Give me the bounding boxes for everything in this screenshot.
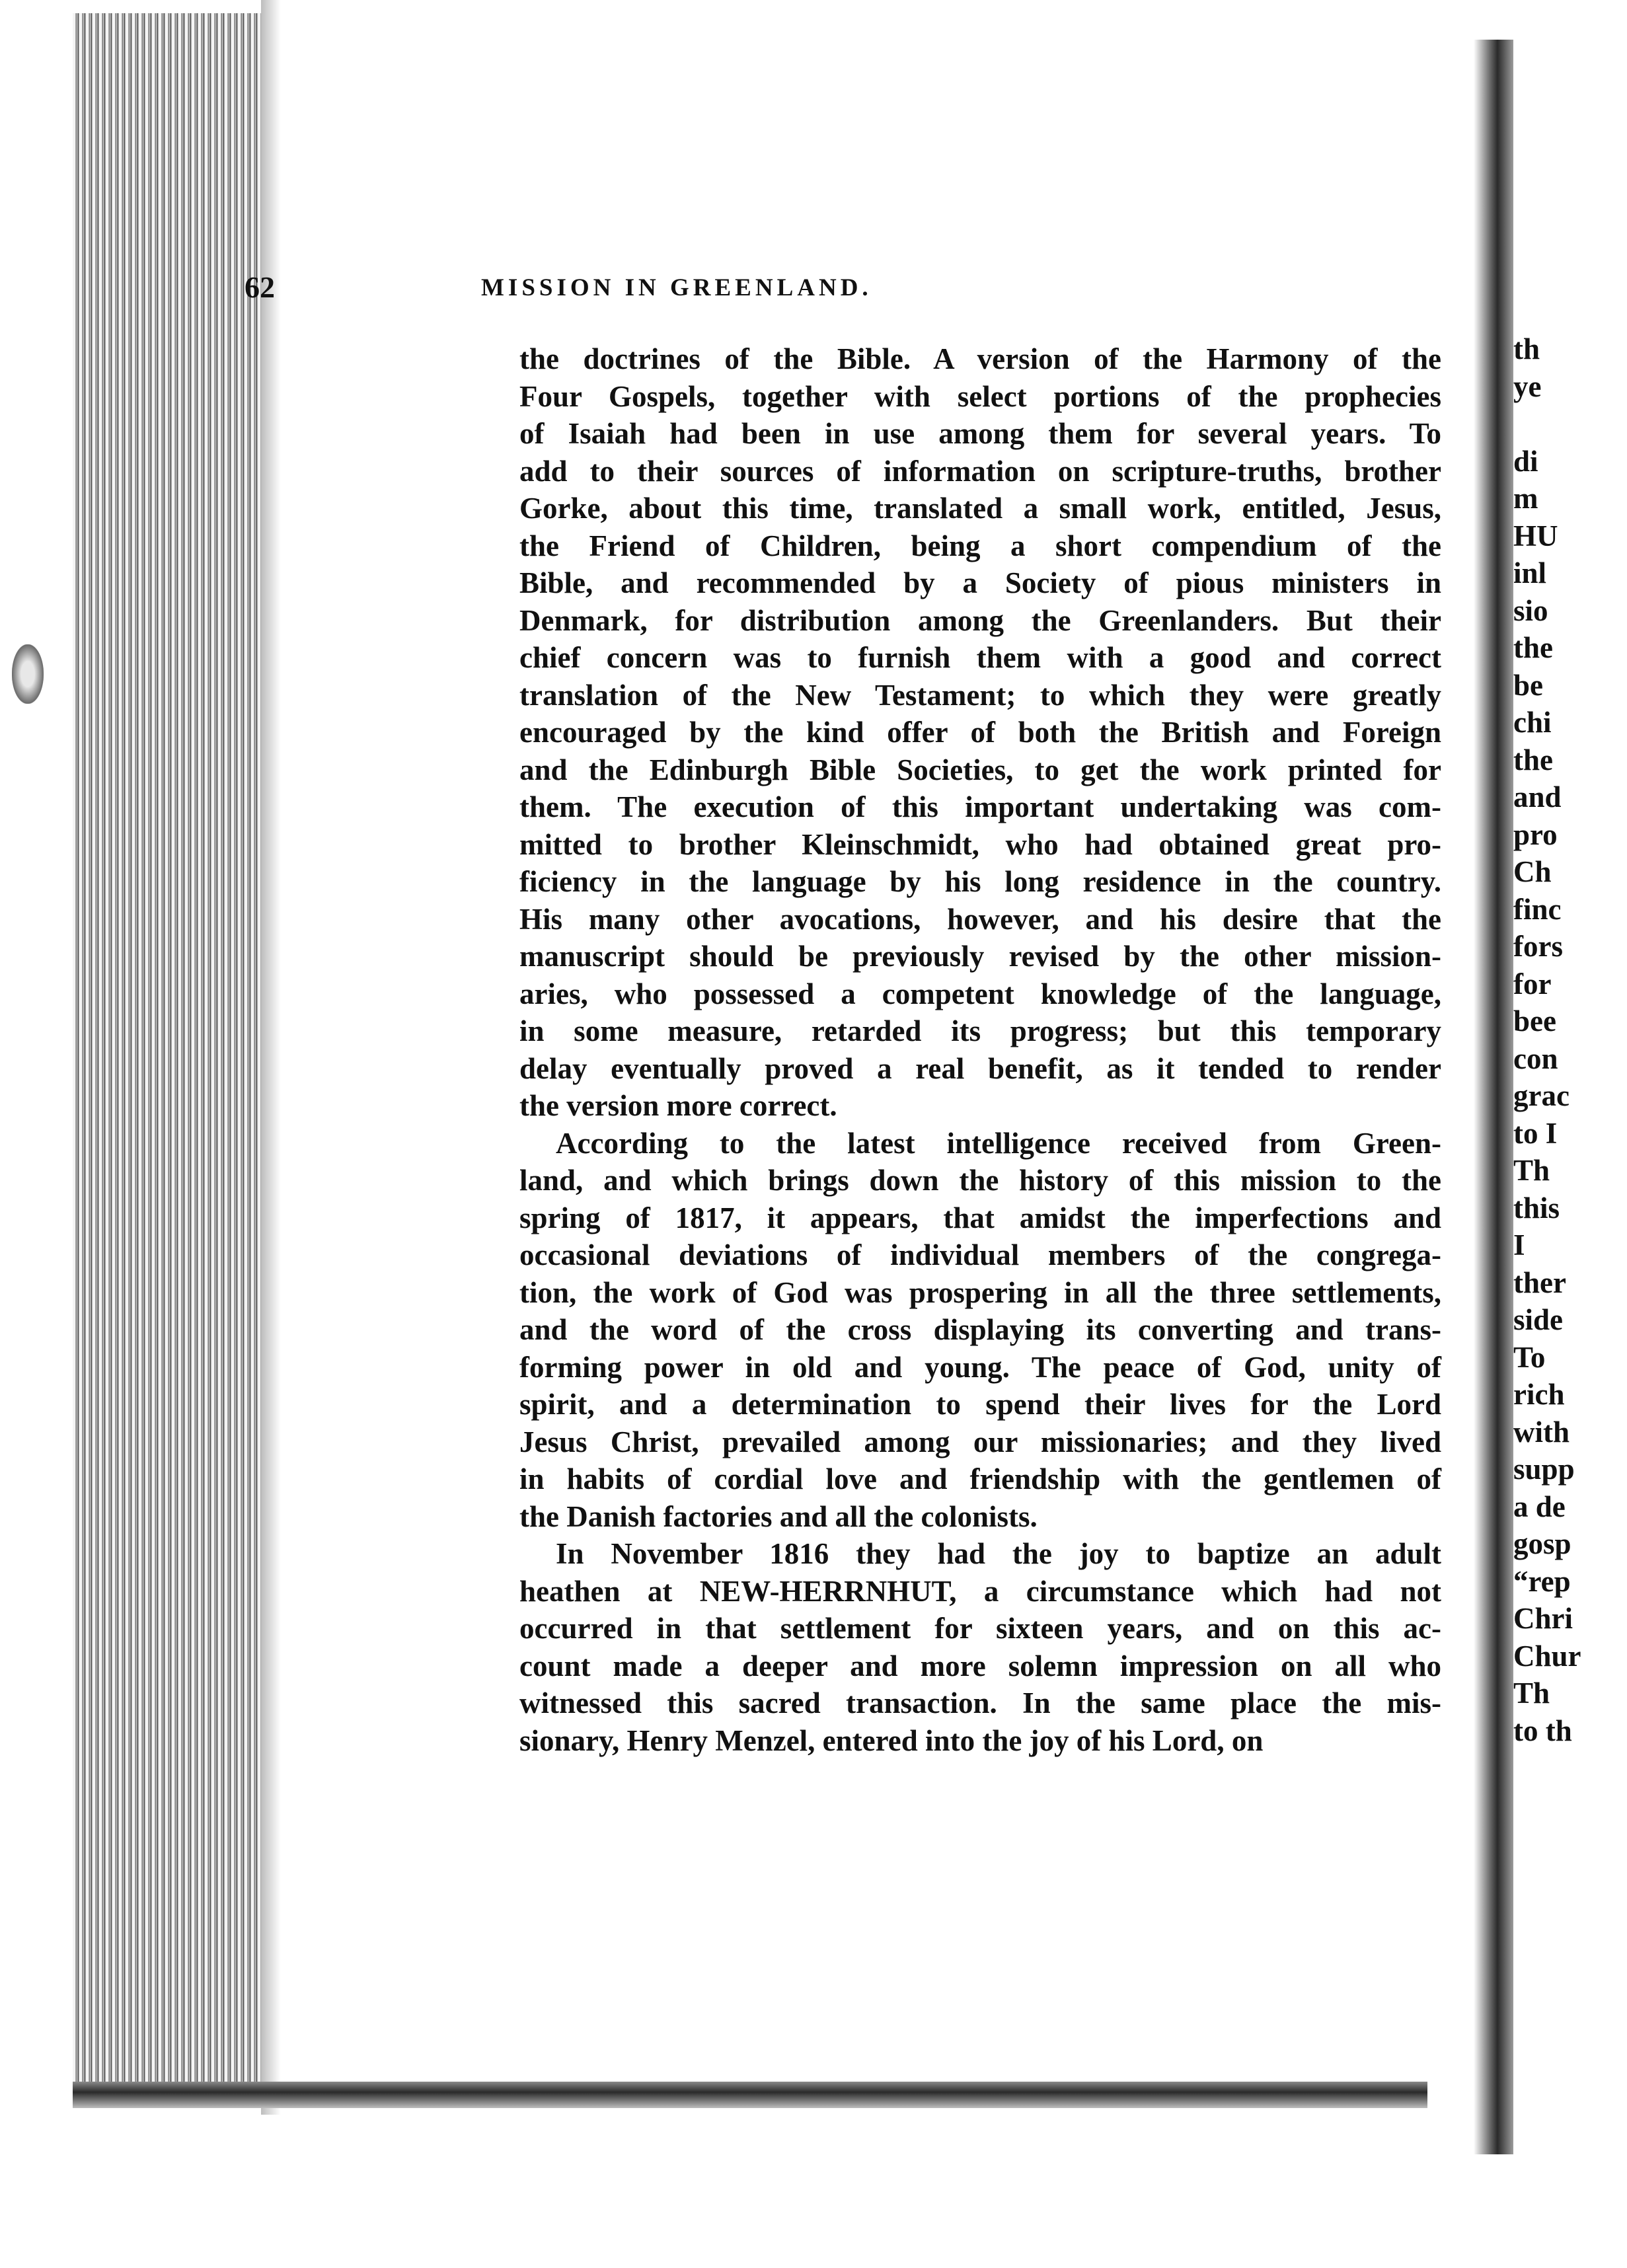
text-line: heathen at NEW-HERRNHUT, a circumstance which had not <box>519 1574 1441 1608</box>
text-line: In November 1816 they had the joy to baptize an adult <box>556 1537 1441 1570</box>
text-line: occasional deviations of individual members of the congrega- <box>519 1238 1441 1271</box>
facing-page-line: con <box>1513 1041 1558 1075</box>
facing-page-line: and <box>1513 780 1562 813</box>
text-line: sionary, Henry Menzel, entered into the joy of his Lord, on <box>519 1723 1264 1757</box>
facing-page-line: m <box>1513 482 1538 515</box>
text-line: the version more correct. <box>519 1089 837 1122</box>
text-line: aries, who possessed a competent knowledge of the language, <box>519 977 1441 1010</box>
text-line: chief concern was to furnish them with a good and correct <box>519 641 1441 674</box>
text-line: His many other avocations, however, and his desire that the <box>519 902 1441 936</box>
facing-page-line: the <box>1513 743 1553 776</box>
facing-page-line: ther <box>1513 1266 1566 1299</box>
facing-page-line: pro <box>1513 817 1558 851</box>
facing-page-line: Ch <box>1513 855 1552 888</box>
facing-page-line: to th <box>1513 1714 1572 1747</box>
text-line: ficiency in the language by his long residence in the country. <box>519 865 1441 898</box>
text-line: Four Gospels, together with select portions of the prophecies <box>519 379 1441 413</box>
facing-page-line: chi <box>1513 706 1552 739</box>
text-line: add to their sources of information on scripture-truths, brother <box>519 454 1441 488</box>
facing-page-line: To <box>1513 1340 1546 1374</box>
facing-page-line: to I <box>1513 1116 1558 1150</box>
facing-page-line: sio <box>1513 593 1548 627</box>
text-line: Gorke, about this time, translated a small work, entitled, Jesus, <box>519 492 1441 525</box>
facing-page-line: di <box>1513 444 1538 478</box>
facing-page-line: be <box>1513 668 1543 702</box>
facing-page-line: ye <box>1513 369 1542 403</box>
text-line: manuscript should be previously revised by the other mission- <box>519 940 1441 973</box>
facing-page-line: for <box>1513 967 1552 1001</box>
text-line: count made a deeper and more solemn impression on all who <box>519 1649 1441 1682</box>
text-line: of Isaiah had been in use among them for several years. To <box>519 417 1441 450</box>
text-line: forming power in old and young. The peace of God, unity of <box>519 1350 1441 1384</box>
text-line: Bible, and recommended by a Society of pious ministers in <box>519 566 1441 599</box>
facing-page-line: Th <box>1513 1154 1550 1187</box>
text-line: them. The execution of this important undertaking was com- <box>519 790 1441 823</box>
text-line: witnessed this sacred transaction. In the same place the mis- <box>519 1686 1441 1720</box>
text-line: spirit, and a determination to spend their lives for the Lord <box>519 1388 1441 1421</box>
text-line: in some measure, retarded its progress; but this temporary <box>519 1014 1441 1047</box>
text-line: and the word of the cross displaying its converting and trans- <box>519 1313 1441 1346</box>
text-line: the Danish factories and all the colonists. <box>519 1499 1038 1533</box>
text-line: land, and which brings down the history of this mission to the <box>519 1164 1441 1197</box>
facing-page-line: Th <box>1513 1677 1550 1710</box>
text-line: Jesus Christ, prevailed among our missionaries; and they lived <box>519 1425 1441 1458</box>
book-bottom-edge <box>73 2082 1427 2108</box>
book-page-edges <box>73 13 272 2101</box>
facing-page-line: Chur <box>1513 1639 1581 1673</box>
facing-page-line: “rep <box>1513 1564 1571 1598</box>
facing-page-line: rich <box>1513 1378 1565 1411</box>
text-line: the Friend of Children, being a short compendium of the <box>519 529 1441 562</box>
facing-page-line: fors <box>1513 930 1563 963</box>
facing-page-line: Chri <box>1513 1602 1573 1635</box>
page-stain <box>12 644 44 704</box>
facing-page-line: supp <box>1513 1453 1575 1486</box>
facing-page-line: the <box>1513 631 1553 664</box>
facing-page-line: gosp <box>1513 1527 1571 1560</box>
text-line: mitted to brother Kleinschmidt, who had obtained great pro- <box>519 827 1441 861</box>
text-line: and the Edinburgh Bible Societies, to get the work printed for <box>519 753 1441 786</box>
facing-page-line: side <box>1513 1303 1564 1336</box>
facing-page-line: this <box>1513 1191 1560 1225</box>
facing-page-line: th <box>1513 332 1540 365</box>
text-line: encouraged by the kind offer of both the British and Foreign <box>519 716 1441 749</box>
text-lines <box>519 340 1441 1759</box>
facing-page-line: a de <box>1513 1490 1566 1523</box>
text-line: translation of the New Testament; to which they were greatly <box>519 678 1441 712</box>
facing-page-line: HU <box>1513 519 1558 552</box>
running-title: MISSION IN GREENLAND. <box>481 274 872 301</box>
text-line: in habits of cordial love and friendship with the gentlemen of <box>519 1462 1441 1495</box>
facing-page-line: I <box>1513 1228 1525 1262</box>
facing-page-line: finc <box>1513 892 1562 926</box>
book-gutter <box>1474 40 1513 2154</box>
facing-page-line: with <box>1513 1415 1570 1449</box>
body-text <box>519 340 1441 1759</box>
text-line: spring of 1817, it appears, that amidst the imperfections and <box>519 1201 1441 1234</box>
text-line: occurred in that settlement for sixteen years, and on this ac- <box>519 1612 1441 1645</box>
facing-page-lines <box>1513 330 1627 1749</box>
facing-page-line: grac <box>1513 1079 1570 1112</box>
text-line: Denmark, for distribution among the Greenlanders. But their <box>519 603 1441 637</box>
text-line: the doctrines of the Bible. A version of the Harmony of the <box>519 342 1441 375</box>
text-line: tion, the work of God was prospering in all the three settlements, <box>519 1275 1441 1309</box>
text-line: delay eventually proved a real benefit, as it tended to render <box>519 1051 1441 1085</box>
spine-shadow <box>261 0 281 2115</box>
text-line: According to the latest intelligence received from Green- <box>556 1126 1441 1160</box>
page-number: 62 <box>245 270 275 304</box>
running-head <box>245 270 1302 309</box>
facing-page-line: bee <box>1513 1004 1556 1038</box>
facing-page <box>1513 330 1627 1916</box>
facing-page-line: inl <box>1513 556 1547 589</box>
facing-page-line <box>1513 405 1627 443</box>
